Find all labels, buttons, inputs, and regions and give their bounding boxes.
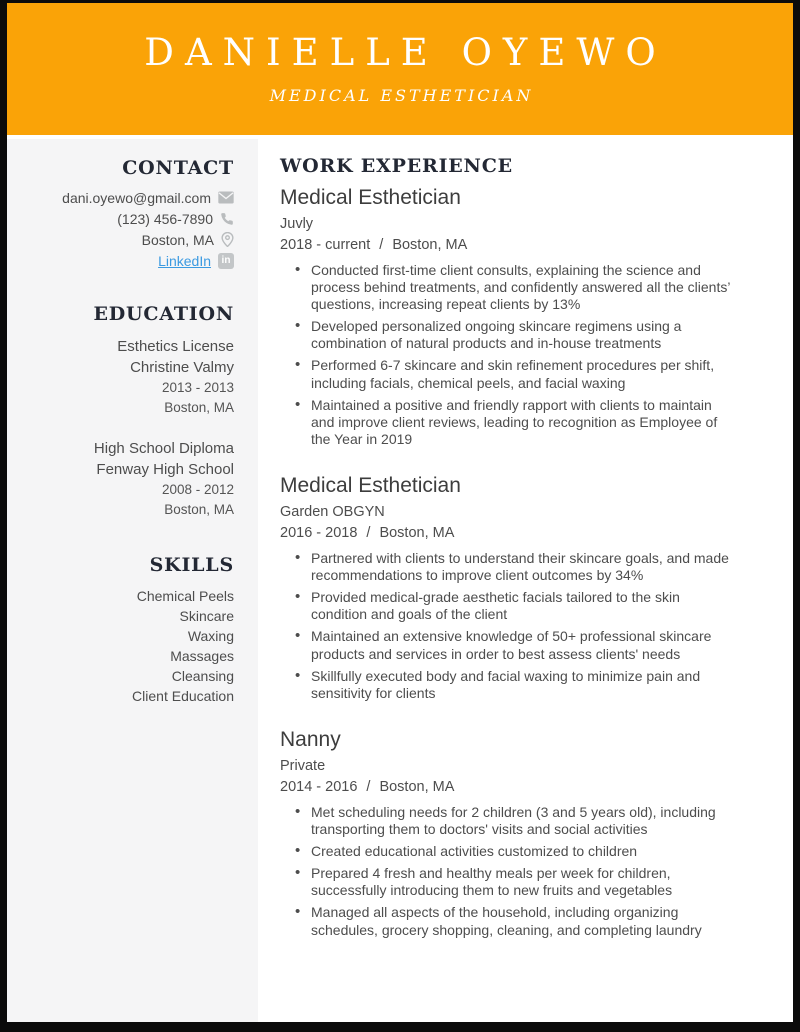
skills-section: [19, 554, 234, 707]
job-bullet: • Prepared 4 fresh and healthy meals per week for children, successfully introducing them to new fruits and vegetables: [311, 865, 735, 899]
contact-phone-row: [19, 211, 234, 227]
resume-sheet: [7, 3, 793, 1022]
school: Christine Valmy: [130, 358, 234, 376]
job-bullet: • Maintained a positive and friendly rapport with clients to maintain and improve client reviews, leading to recognition as Employee of the Year in 2019: [311, 397, 735, 448]
sidebar: [7, 139, 258, 1022]
skill-item: Massages: [170, 648, 234, 665]
job-bullet: • Provided medical-grade aesthetic facials tailored to the skin condition and goals of the client: [311, 589, 735, 623]
body-columns: [7, 135, 793, 1022]
linkedin-link[interactable]: LinkedIn: [158, 252, 211, 269]
job-dates: 2014 - 2016: [280, 779, 358, 796]
skill-item: Client Education: [132, 688, 234, 705]
job-location: Boston, MA: [392, 237, 468, 254]
job-dates: 2018 - current: [280, 237, 371, 254]
job-bullet: • Created educational activities customized to children: [311, 843, 735, 860]
edu-location: Boston, MA: [164, 399, 234, 415]
location-value: Boston, MA: [141, 231, 214, 248]
job-entry: [280, 184, 735, 448]
degree: High School Diploma: [93, 439, 234, 457]
job-bullet: • Partnered with clients to understand their skincare goals, and made recommendations to improve client outcomes by 34%: [311, 550, 735, 584]
job-bullet: • Skillfully executed body and facial waxing to minimize pain and sensitivity for clients: [311, 668, 735, 702]
job-dateline: [280, 777, 735, 798]
education-heading: EDUCATION: [93, 302, 234, 325]
job-title: Medical Esthetician: [280, 185, 461, 209]
contact-linkedin-row: [19, 253, 234, 269]
work-experience-heading: WORK EXPERIENCE: [280, 155, 513, 177]
school: Fenway High School: [96, 460, 234, 478]
date-location-separator: /: [366, 779, 371, 796]
job-bullet: • Maintained an extensive knowledge of 50+ professional skincare products and services in order to best assess clients' needs: [311, 628, 735, 662]
linkedin-icon: in: [218, 253, 234, 269]
job-bullet: • Managed all aspects of the household, including organizing schedules, grocery shopping, cleaning, and completing laundry: [311, 904, 735, 938]
location-pin-icon: [221, 232, 234, 247]
candidate-title: MEDICAL ESTHETICIAN: [269, 85, 534, 105]
job-bullet: • Met scheduling needs for 2 children (3 and 5 years old), including transporting them to doctors' visits and social activities: [311, 804, 735, 838]
job-bullet: • Performed 6-7 skincare and skin refinement procedures per shift, including facials, chemical peels, and facial waxing: [311, 357, 735, 391]
education-section: [19, 303, 234, 520]
job-bullet-list: [280, 804, 735, 939]
skill-item: Cleansing: [171, 668, 234, 685]
job-company: Juvly: [280, 216, 314, 233]
job-dates: 2016 - 2018: [280, 525, 358, 542]
job-entry: [280, 726, 735, 939]
date-location-separator: /: [366, 525, 371, 542]
degree: Esthetics License: [117, 337, 234, 355]
job-dateline: [280, 523, 735, 544]
job-company: Private: [280, 758, 326, 775]
phone-value: (123) 456-7890: [117, 210, 213, 227]
email-value: dani.oyewo@gmail.com: [62, 189, 211, 206]
date-location-separator: /: [379, 237, 384, 254]
skill-item: Chemical Peels: [136, 588, 234, 605]
header-band: [7, 3, 793, 135]
skills-heading: SKILLS: [149, 553, 234, 576]
job-bullet: • Developed personalized ongoing skincare regimens using a combination of natural products and in-house treatments: [311, 318, 735, 352]
job-bullet-list: [280, 262, 735, 448]
skill-item: Waxing: [187, 628, 234, 645]
phone-icon: [220, 212, 234, 226]
contact-email-row: [19, 190, 234, 206]
job-bullet: • Conducted first-time client consults, explaining the science and process behind treatments, and confidently answered all the clients’ questions, increasing repeat clients by 13%: [311, 262, 735, 313]
contact-heading: CONTACT: [122, 157, 234, 179]
job-title: Nanny: [280, 727, 341, 751]
job-dateline: [280, 235, 735, 256]
edu-location: Boston, MA: [164, 501, 234, 517]
edu-dates: 2008 - 2012: [161, 481, 234, 497]
job-bullet-list: [280, 550, 735, 702]
skill-item: Skincare: [179, 608, 234, 625]
education-entry: [19, 438, 234, 520]
contact-location-row: [19, 232, 234, 248]
envelope-icon: [218, 191, 234, 204]
education-entry: [19, 336, 234, 418]
job-title: Medical Esthetician: [280, 473, 461, 497]
job-entry: [280, 472, 735, 702]
work-experience-column: [258, 135, 793, 1022]
edu-dates: 2013 - 2013: [161, 379, 234, 395]
job-location: Boston, MA: [379, 525, 455, 542]
job-location: Boston, MA: [379, 779, 455, 796]
job-company: Garden OBGYN: [280, 504, 385, 521]
candidate-name: DANIELLE OYEWO: [144, 31, 667, 75]
